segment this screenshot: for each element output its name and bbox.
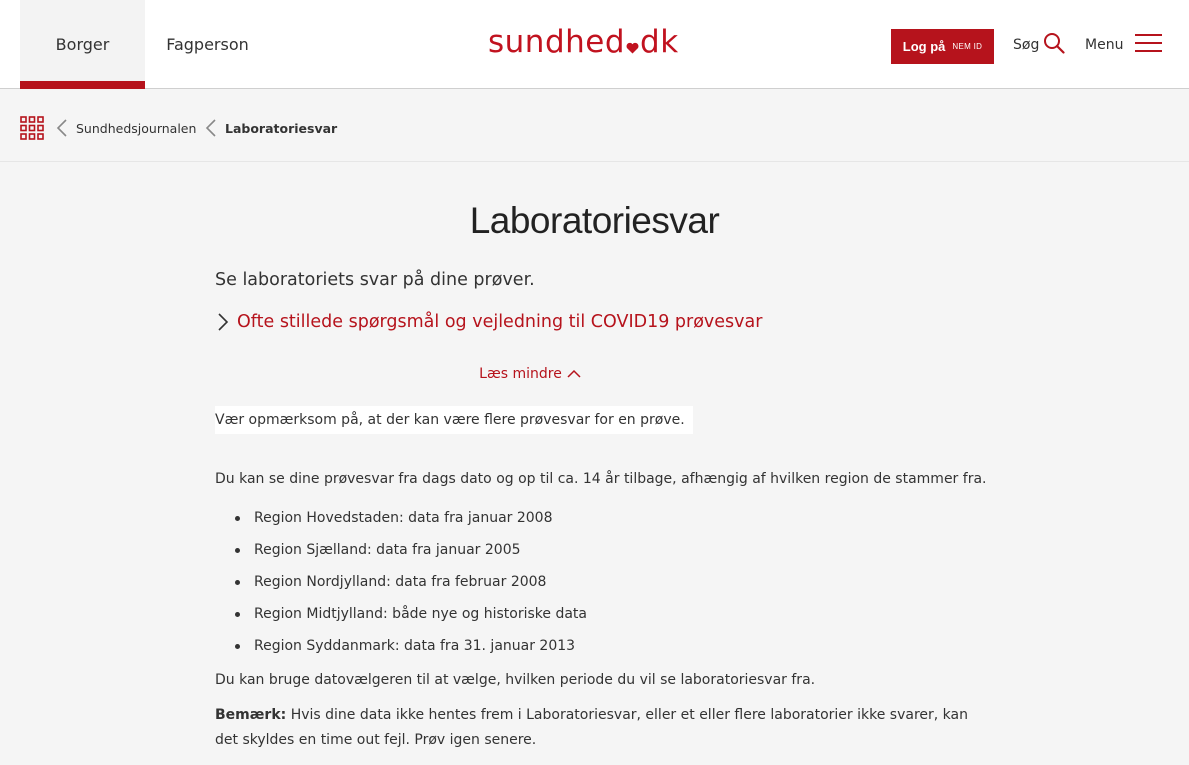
chevron-left-icon xyxy=(56,118,68,138)
intro-text: Se laboratoriets svar på dine prøver. xyxy=(215,270,535,290)
region-list xyxy=(235,502,587,662)
breadcrumb-label: Sundhedsjournalen xyxy=(76,120,197,136)
hamburger-icon xyxy=(1135,33,1162,57)
list-item: Region Syddanmark: data fra 31. januar 2013 xyxy=(235,630,587,662)
list-item: Region Nordjylland: data fra februar 2008 xyxy=(235,566,587,598)
read-less-label: Læs mindre xyxy=(479,366,562,382)
tab-fagperson[interactable] xyxy=(145,0,270,89)
login-label: Log på xyxy=(902,39,946,54)
remark-body: Hvis dine data ikke hentes frem i Laboratoriesvar, eller et eller flere laboratorier ikke svarer, kan det skyldes en time out fejl. Prøv igen senere. xyxy=(215,707,968,748)
heart-icon xyxy=(626,40,639,58)
list-item: Region Hovedstaden: data fra januar 2008 xyxy=(235,502,587,534)
page-title: Laboratoriesvar xyxy=(469,200,720,241)
logo-main: sundhed xyxy=(488,24,626,60)
list-item: Region Sjælland: data fra januar 2005 xyxy=(235,534,587,566)
search-icon xyxy=(1043,32,1065,58)
date-picker-text: Du kan bruge datovælgeren til at vælge, hvilken periode du vil se laboratoriesvar fra. xyxy=(215,672,816,688)
site-header xyxy=(0,0,1189,89)
breadcrumb-label: Laboratoriesvar xyxy=(225,120,338,136)
breadcrumb-sundhedsjournalen[interactable] xyxy=(56,116,196,140)
read-less-row xyxy=(215,366,975,382)
data-range-text: Du kan se dine prøvesvar fra dags dato og op til ca. 14 år tilbage, afhængig af hvilken region de stammer fra. xyxy=(215,471,987,487)
menu-label: Menu xyxy=(1085,37,1124,53)
faq-link-label: Ofte stillede spørgsmål og vejledning til COVID19 prøvesvar xyxy=(237,312,763,332)
login-button[interactable] xyxy=(891,29,994,64)
breadcrumb xyxy=(0,90,1189,162)
list-item: Region Midtjylland: både nye og historiske data xyxy=(235,598,587,630)
tab-borger[interactable] xyxy=(20,0,145,89)
menu-button[interactable] xyxy=(1085,33,1162,57)
chevron-right-icon xyxy=(217,312,229,332)
chevron-up-icon xyxy=(567,369,581,379)
read-less-toggle[interactable] xyxy=(479,366,581,382)
chevron-left-icon xyxy=(205,118,217,138)
remark-text xyxy=(215,703,975,753)
logo-tld: dk xyxy=(640,24,679,60)
apps-grid-icon[interactable] xyxy=(20,116,44,140)
covid-faq-link[interactable] xyxy=(217,312,762,332)
breadcrumb-laboratoriesvar xyxy=(205,116,337,140)
remark-label: Bemærk: xyxy=(215,707,287,723)
sundhed-logo[interactable] xyxy=(488,24,679,64)
multiple-results-notice: Vær opmærksom på, at der kan være flere prøvesvar for en prøve. xyxy=(215,406,693,434)
nemid-label: NEM ID xyxy=(952,42,983,51)
search-button[interactable] xyxy=(1013,33,1065,57)
search-label: Søg xyxy=(1013,37,1040,53)
tab-fagperson-label: Fagperson xyxy=(166,35,249,54)
tab-borger-label: Borger xyxy=(55,35,110,54)
